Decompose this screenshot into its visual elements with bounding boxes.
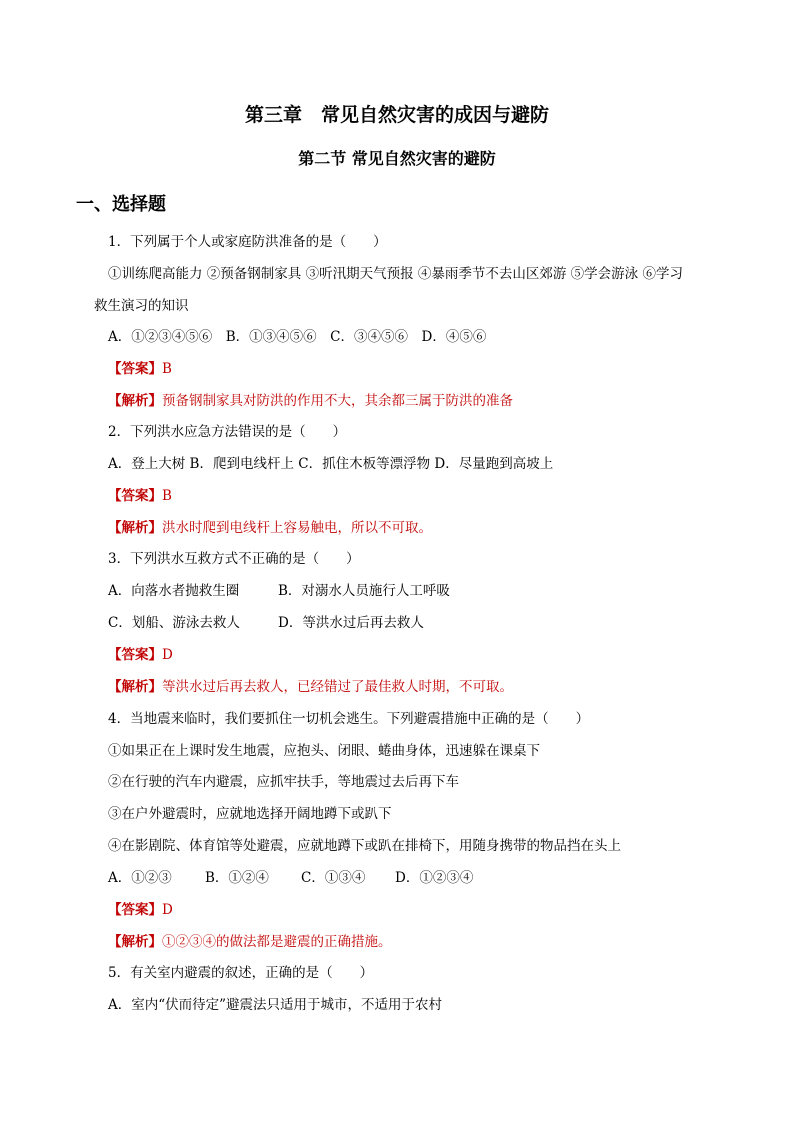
question-type-heading: 一、选择题	[76, 194, 166, 215]
question-2-answer	[108, 484, 172, 504]
question-4-explanation	[108, 930, 392, 950]
option-d: D．①②③④	[395, 870, 474, 886]
explanation-tag: 【解析】	[108, 393, 162, 409]
explanation-text: 等洪水过后再去救人，已经错过了最佳救人时期，不可取。	[162, 679, 513, 695]
question-5-option-a: A．室内“伏而待定”避震法只适用于城市，不适用于农村	[108, 997, 443, 1013]
section-subtitle: 第二节 常见自然灾害的避防	[298, 149, 496, 168]
explanation-text: ①②③④的做法都是避震的正确措施。	[162, 934, 392, 950]
question-4-item-2: ②在行驶的汽车内避震，应抓牢扶手，等地震过去后再下车	[108, 774, 459, 790]
chapter-title: 第三章 常见自然灾害的成因与避防	[244, 104, 549, 126]
question-3-answer	[108, 643, 173, 663]
option-c: C．①③④	[301, 870, 366, 886]
option-d: D．等洪水过后再去救人	[278, 615, 424, 631]
question-3-stem: 3．下列洪水互救方式不正确的是（ ）	[108, 551, 360, 567]
answer-value: D	[162, 647, 173, 663]
question-4-options	[108, 866, 473, 886]
answer-value: B	[162, 361, 172, 377]
question-5-stem: 5．有关室内避震的叙述，正确的是（ ）	[108, 965, 374, 981]
question-2-options: A．登上大树 B．爬到电线杆上 C．抓住木板等漂浮物 D．尽量跑到高坡上	[108, 456, 554, 472]
question-4-item-1: ①如果正在上课时发生地震，应抱头、闭眼、蜷曲身体，迅速躲在课桌下	[108, 743, 540, 759]
question-2-stem: 2．下列洪水应急方法错误的是（ ）	[108, 424, 347, 440]
question-4-item-4: ④在影剧院、体育馆等处避震，应就地蹲下或趴在排椅下，用随身携带的物品挡在头上	[108, 838, 621, 854]
question-1-answer	[108, 357, 172, 377]
answer-tag: 【答案】	[108, 488, 162, 504]
explanation-tag: 【解析】	[108, 520, 162, 536]
question-4-answer	[108, 898, 173, 918]
question-1-explanation	[108, 389, 513, 409]
option-c: C．划船、游泳去救人	[108, 615, 240, 631]
question-1-items: ①训练爬高能力 ②预备钢制家具 ③听汛期天气预报 ④暴雨季节不去山区郊游 ⑤学会游泳 ⑥学习	[108, 266, 683, 282]
question-1-options: A．①②③④⑤⑥ B．①③④⑤⑥ C．③④⑤⑥ D．④⑤⑥	[108, 329, 487, 345]
question-3-options-row2	[108, 611, 424, 631]
explanation-text: 洪水时爬到电线杆上容易触电，所以不可取。	[162, 520, 432, 536]
question-2-explanation	[108, 516, 432, 536]
option-b: B．①②④	[205, 870, 269, 886]
question-4-stem: 4．当地震来临时，我们要抓住一切机会逃生。下列避震措施中正确的是（ ）	[108, 711, 590, 727]
answer-value: D	[162, 902, 173, 918]
explanation-tag: 【解析】	[108, 934, 162, 950]
option-a: A．向落水者抛救生圈	[108, 583, 240, 599]
answer-tag: 【答案】	[108, 902, 162, 918]
question-1-items-cont: 救生演习的知识	[94, 298, 189, 314]
answer-tag: 【答案】	[108, 647, 162, 663]
answer-value: B	[162, 488, 172, 504]
question-3-options-row1	[108, 579, 450, 599]
question-4-item-3: ③在户外避震时，应就地选择开阔地蹲下或趴下	[108, 806, 392, 822]
question-3-explanation	[108, 675, 513, 695]
question-1-stem: 1．下列属于个人或家庭防洪准备的是（ ）	[108, 234, 387, 250]
explanation-tag: 【解析】	[108, 679, 162, 695]
explanation-text: 预备钢制家具对防洪的作用不大，其余都三属于防洪的准备	[162, 393, 513, 409]
option-a: A．①②③	[108, 870, 172, 886]
option-b: B．对溺水人员施行人工呼吸	[278, 583, 450, 599]
answer-tag: 【答案】	[108, 361, 162, 377]
